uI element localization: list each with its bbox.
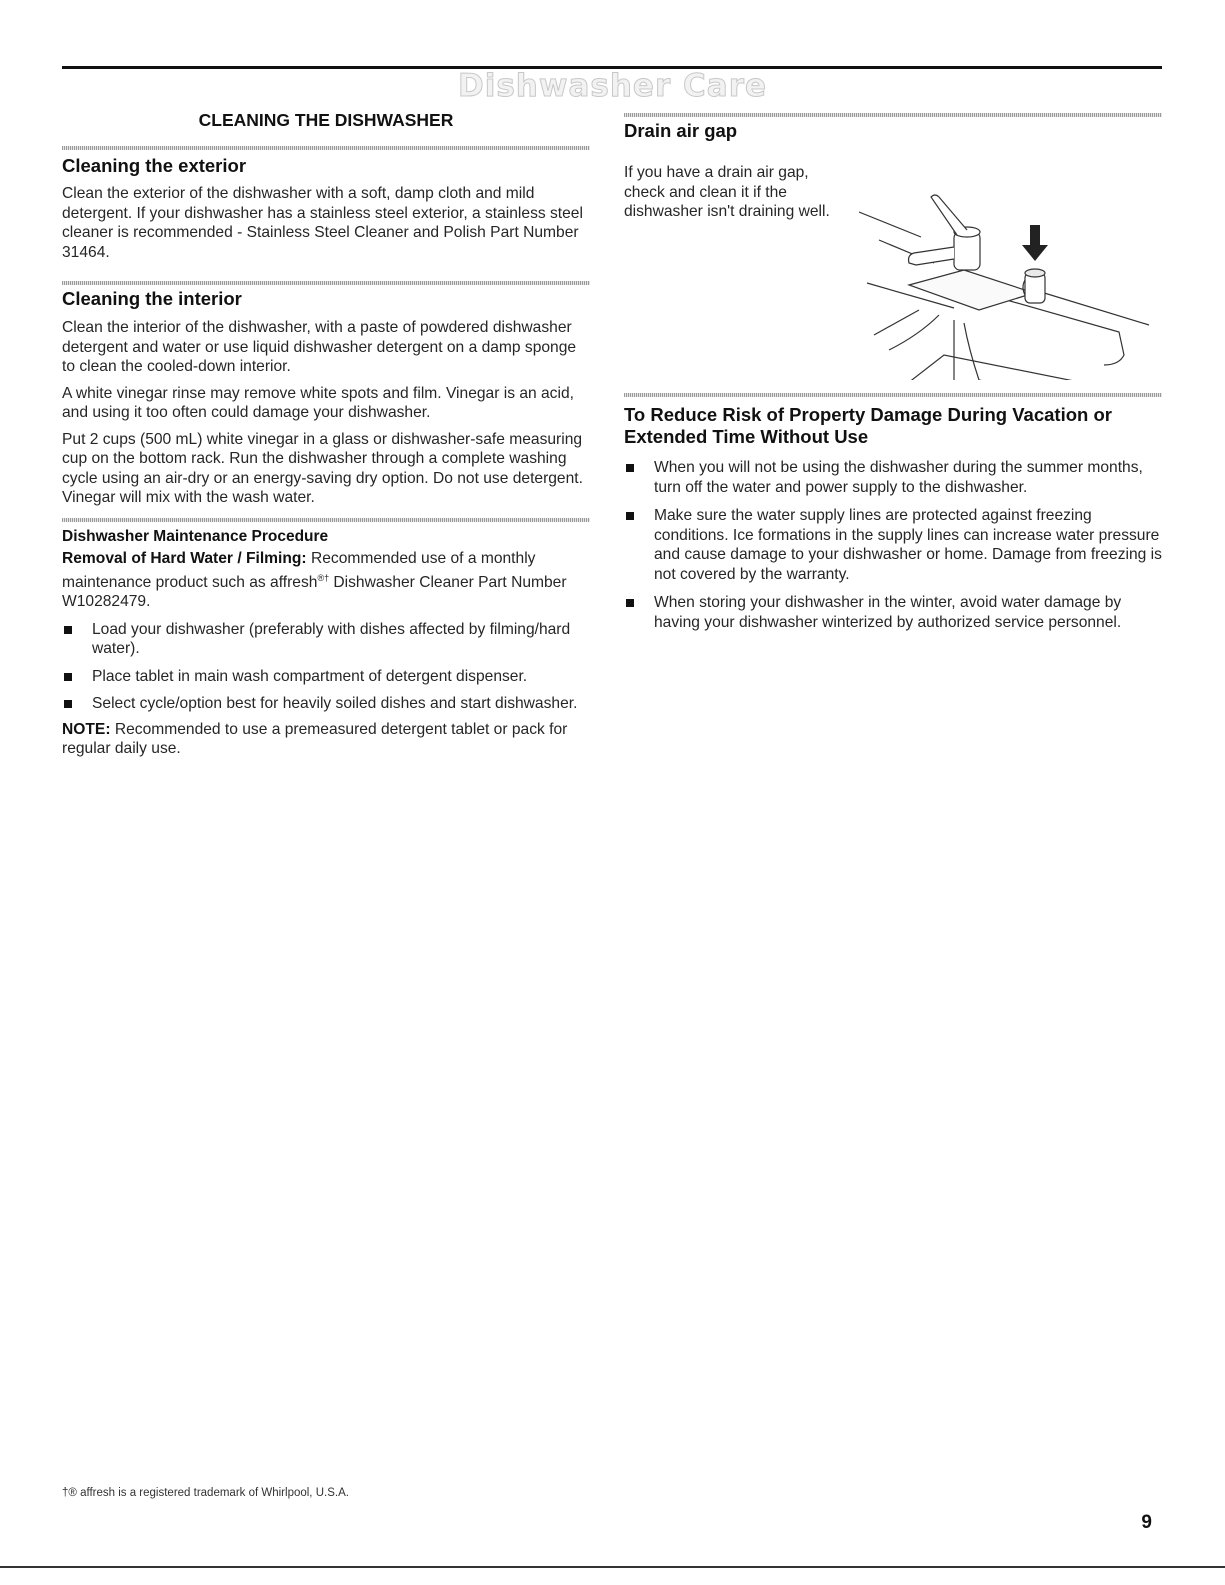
divider <box>62 281 590 285</box>
bullet-text: Make sure the water supply lines are protected against freezing conditions. Ice formations in the supply lines can increase water pressure and cause damage to your dishwasher or home. Damage from freezing is not covered by the warranty. <box>654 507 1162 583</box>
maintenance-lead <box>62 549 590 612</box>
bullet-text: Load your dishwasher (preferably with dishes affected by filming/hard water). <box>92 620 571 658</box>
section-title: CLEANING THE DISHWASHER <box>198 110 454 130</box>
bullet-square-icon <box>64 673 72 681</box>
drain-air-gap-section <box>624 120 1162 380</box>
bullet-square-icon <box>626 512 634 520</box>
maintenance-heading: Dishwasher Maintenance Procedure <box>62 528 329 545</box>
page-number: 9 <box>1141 1512 1152 1533</box>
exterior-text: Clean the exterior of the dishwasher with a soft, damp cloth and mild detergent. If your dishwasher has a stainless steel exterior, a stainless steel cleaner is recommended - Stainless Steel Cleaner and Polish Part Number 31464. <box>62 185 583 261</box>
bullet-text: When you will not be using the dishwasher during the summer months, turn off the water and power supply to the dishwasher. <box>654 459 1143 496</box>
note-text: Recommended to use a premeasured detergent tablet or pack for regular daily use. <box>62 720 568 758</box>
maintenance-section <box>62 527 590 759</box>
bullet-item <box>624 458 1162 497</box>
exterior-section <box>62 155 590 262</box>
footnote: †® affresh is a registered trademark of Whirlpool, U.S.A. <box>62 1487 349 1499</box>
divider <box>62 146 590 150</box>
down-arrow-icon <box>1022 225 1048 261</box>
bullet-square-icon <box>64 700 72 708</box>
bullet-text: Place tablet in main wash compartment of detergent dispenser. <box>92 667 528 685</box>
interior-paragraph: A white vinegar rinse may remove white spots and film. Vinegar is an acid, and using it too often could damage your dishwasher. <box>62 384 574 421</box>
trademark-mark: ®† <box>317 572 330 583</box>
bullet-item <box>624 506 1162 584</box>
interior-section <box>62 288 590 508</box>
sink-air-gap-illustration <box>859 175 1159 380</box>
maintenance-lead-text: Recommended use of a monthly maintenance product such as affresh <box>62 550 536 591</box>
maintenance-lead-text: Dishwasher Cleaner Part Number W10282479. <box>62 573 567 611</box>
interior-paragraph: Put 2 cups (500 mL) white vinegar in a glass or dishwasher-safe measuring cup on the bottom rack. Run the dishwasher through a complete washing cycle using an air-dry or an energy-saving dry option. Do not use detergent. Vinegar will mix with the wash water. <box>62 430 583 506</box>
bullet-square-icon <box>626 464 634 472</box>
bullet-item <box>62 667 590 687</box>
bullet-square-icon <box>626 599 634 607</box>
vacation-heading: To Reduce Risk of Property Damage During Vacation or Extended Time Without Use <box>624 404 1112 447</box>
divider <box>62 518 590 522</box>
interior-paragraph: Clean the interior of the dishwasher, with a paste of powdered dishwasher detergent and water or use liquid dishwasher detergent on a damp sponge to clean the cooled-down interior. <box>62 319 577 375</box>
vacation-section <box>624 404 1162 632</box>
bottom-rule <box>0 1566 1225 1568</box>
note-paragraph <box>62 720 590 759</box>
bullet-text: When storing your dishwasher in the winter, avoid water damage by having your dishwasher winterized by authorized service personnel. <box>654 594 1122 631</box>
divider <box>624 113 1162 117</box>
bullet-square-icon <box>64 626 72 634</box>
bullet-text: Select cycle/option best for heavily soiled dishes and start dishwasher. <box>92 695 578 713</box>
page-title: Dishwasher Care <box>457 68 768 104</box>
interior-heading: Cleaning the interior <box>62 288 242 309</box>
note-label: NOTE: <box>62 720 111 738</box>
bullet-item <box>624 593 1162 632</box>
divider <box>624 393 1162 397</box>
drain-heading: Drain air gap <box>624 120 738 141</box>
exterior-heading: Cleaning the exterior <box>62 155 247 176</box>
drain-text: If you have a drain air gap, check and clean it if the dishwasher isn't draining well. <box>624 164 830 220</box>
maintenance-lead-bold: Removal of Hard Water / Filming: <box>62 550 307 567</box>
bullet-item <box>62 694 590 714</box>
bullet-item <box>62 620 590 659</box>
